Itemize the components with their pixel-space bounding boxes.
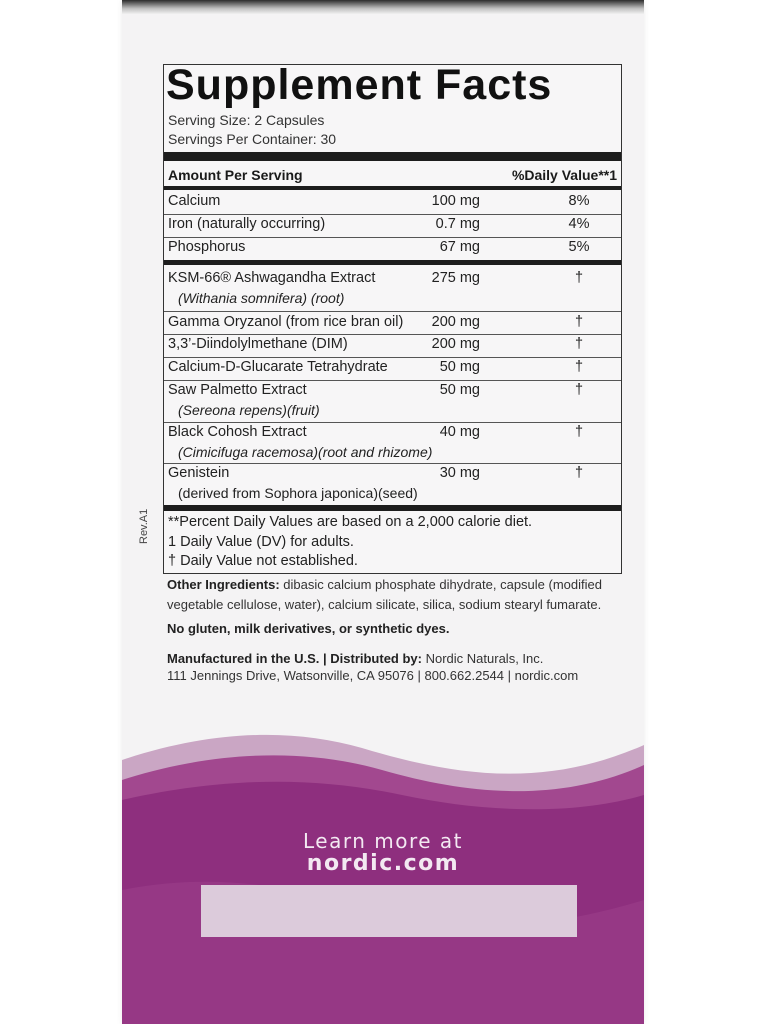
other-ingredients-label: Other Ingredients: [167, 577, 280, 592]
mineral-name: Calcium [168, 193, 221, 209]
footnote: 1 Daily Value (DV) for adults. [168, 534, 354, 550]
ingredient-amount: 30 mg [439, 465, 480, 481]
dagger-mark: † [574, 465, 584, 481]
learn-more-text: Learn more at [302, 829, 464, 853]
dagger-mark: † [574, 336, 584, 352]
footnote: † Daily Value not established. [168, 553, 358, 569]
row-divider [164, 422, 621, 423]
label-blank-area [201, 885, 577, 937]
manufactured-label: Manufactured in the U.S. | Distributed by: [167, 651, 422, 666]
ingredient-amount: 200 mg [431, 314, 480, 330]
ingredient-amount: 200 mg [431, 336, 480, 352]
other-ingredients-cont: vegetable cellulose, water), calcium silicate, silica, sodium stearyl fumarate. [167, 597, 602, 612]
ingredient-amount: 40 mg [439, 424, 480, 440]
ingredient-name: Calcium-D-Glucarate Tetrahydrate [168, 359, 388, 375]
supplement-facts-panel [163, 61, 622, 574]
row-divider [164, 357, 621, 358]
ingredient-name: Gamma Oryzanol (from rice bran oil) [168, 314, 404, 330]
row-divider [164, 311, 621, 312]
dagger-mark: † [574, 424, 584, 440]
thick-divider [164, 152, 621, 161]
daily-value-header: %Daily Value**1 [511, 167, 617, 183]
footnote: **Percent Daily Values are based on a 2,000 calorie diet. [168, 514, 533, 530]
amount-per-serving-header: Amount Per Serving [168, 167, 303, 183]
ingredient-amount: 50 mg [439, 359, 480, 375]
mineral-dv: 8% [568, 193, 590, 209]
mineral-dv: 4% [568, 216, 590, 232]
ingredient-source: (Withania somnifera) (root) [178, 290, 345, 306]
section-divider [164, 505, 621, 511]
package-top-edge [122, 0, 644, 14]
dagger-mark: † [574, 270, 584, 286]
address: 111 Jennings Drive, Watsonville, CA 95076 | 800.662.2544 | nordic.com [167, 668, 579, 683]
serving-size: Serving Size: 2 Capsules [168, 112, 325, 128]
mineral-name: Iron (naturally occurring) [168, 216, 326, 232]
servings-per-container: Servings Per Container: 30 [168, 131, 337, 147]
dagger-mark: † [574, 382, 584, 398]
row-divider [164, 237, 621, 238]
ingredient-name: 3,3’-Diindolylmethane (DIM) [168, 336, 348, 352]
ingredient-source: (Cimicifuga racemosa)(root and rhizome) [178, 444, 433, 460]
ingredient-name: KSM-66® Ashwagandha Extract [168, 270, 376, 286]
mineral-dv: 5% [568, 239, 590, 255]
dagger-mark: † [574, 314, 584, 330]
other-ingredients [167, 577, 602, 592]
ingredient-name: Saw Palmetto Extract [168, 382, 307, 398]
ingredient-name: Genistein [168, 465, 230, 481]
distributor-name: Nordic Naturals, Inc. [422, 651, 544, 666]
ingredient-amount: 275 mg [431, 270, 480, 286]
other-ingredients-text: dibasic calcium phosphate dihydrate, capsule (modified [279, 577, 602, 592]
panel-title: Supplement Facts [166, 61, 553, 109]
header-divider [164, 186, 621, 190]
section-divider [164, 260, 621, 265]
ingredient-source: (derived from Sophora japonica)(seed) [178, 485, 418, 501]
ingredient-source: (Sereona repens)(fruit) [178, 402, 320, 418]
row-divider [164, 214, 621, 215]
website-link[interactable]: nordic.com [306, 851, 460, 876]
dagger-mark: † [574, 359, 584, 375]
row-divider [164, 334, 621, 335]
ingredient-name: Black Cohosh Extract [168, 424, 307, 440]
ingredient-amount: 50 mg [439, 382, 480, 398]
row-divider [164, 463, 621, 464]
manufacturer [167, 651, 543, 666]
free-from-statement: No gluten, milk derivatives, or synthetic dyes. [167, 621, 450, 636]
row-divider [164, 380, 621, 381]
mineral-amount: 0.7 mg [435, 216, 480, 232]
revision-code: Rev.A1 [138, 508, 150, 544]
mineral-amount: 67 mg [439, 239, 480, 255]
mineral-name: Phosphorus [168, 239, 246, 255]
mineral-amount: 100 mg [431, 193, 480, 209]
